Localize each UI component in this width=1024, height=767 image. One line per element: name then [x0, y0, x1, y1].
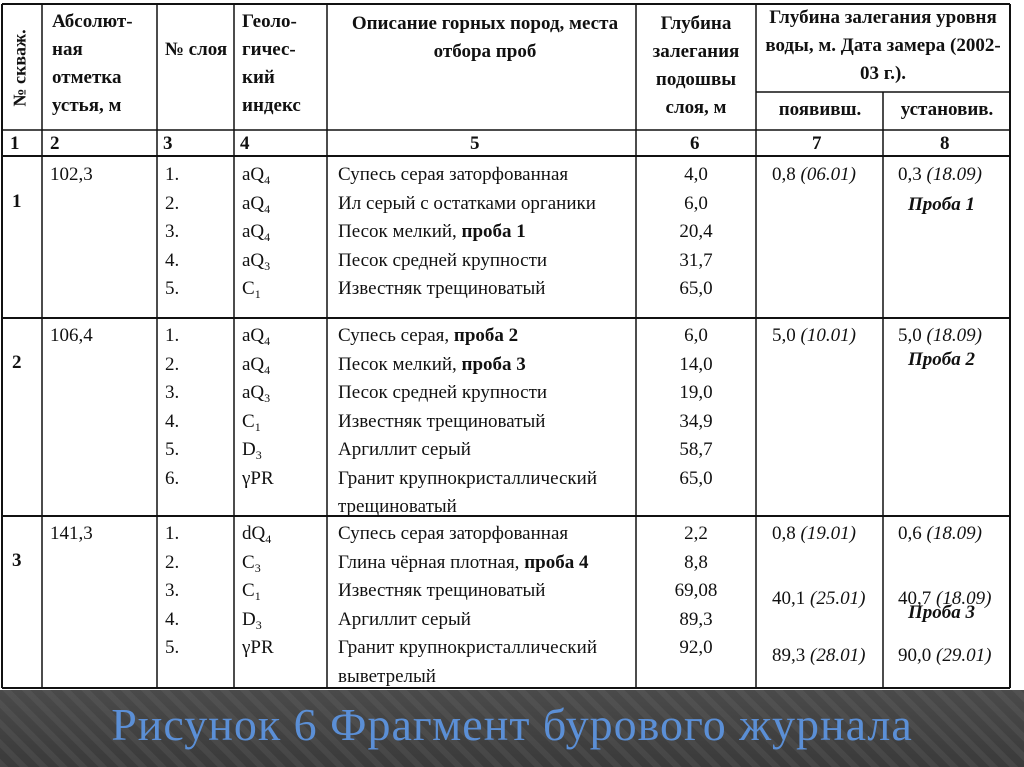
- description-text: Песок средней крупности: [338, 382, 548, 403]
- geo-index-subscript: 3: [254, 560, 261, 575]
- probe-label: Проба 2: [908, 349, 976, 370]
- geo-index: [242, 410, 261, 434]
- probe-label: Проба 3: [908, 602, 976, 623]
- geo-index-symbol: C: [242, 410, 255, 432]
- measure-date: (06.01): [800, 164, 856, 185]
- geo-index: [242, 439, 262, 462]
- water-value: 0,8: [772, 164, 801, 185]
- water-established: [898, 165, 982, 184]
- geo-index-subscript: 3: [264, 391, 271, 405]
- geo-index: [242, 325, 271, 348]
- header-layer-no: № слоя: [164, 39, 228, 60]
- depth-value: 65,0: [679, 278, 713, 299]
- rock-description: [338, 251, 547, 270]
- description-text: трещиноватый: [338, 496, 457, 517]
- header-appeared: появивш.: [778, 99, 862, 120]
- geo-index-subscript: 4: [264, 201, 271, 216]
- column-number: 3: [163, 133, 173, 154]
- geo-index: [242, 580, 261, 603]
- geo-index: [242, 192, 271, 216]
- water-value: 5,0: [898, 325, 927, 346]
- geo-index-symbol: C: [242, 580, 255, 601]
- depth-value: 69,08: [674, 580, 718, 601]
- layer-number: 5.: [165, 439, 180, 460]
- geo-index: [242, 551, 261, 575]
- water-value: 89,3: [772, 645, 810, 666]
- geo-index-symbol: aQ: [242, 164, 265, 185]
- depth-value: 58,7: [679, 439, 713, 460]
- layer-number: 4.: [165, 249, 180, 271]
- geo-index: [242, 164, 271, 187]
- well-number: 3: [12, 550, 22, 571]
- sample-label: проба 4: [524, 551, 589, 573]
- layer-number: 3.: [165, 221, 180, 242]
- measure-date: (29.01): [936, 645, 992, 666]
- water-established: [898, 524, 982, 543]
- description-text: Известняк трещиноватый: [338, 278, 546, 299]
- rock-description: [338, 638, 597, 657]
- depth-value: 92,0: [679, 637, 713, 658]
- layer-number: 3.: [165, 580, 180, 601]
- rock-description: [338, 581, 545, 600]
- geo-index: [242, 608, 262, 632]
- rock-description: [338, 355, 526, 374]
- abs-mark: 102,3: [50, 164, 93, 185]
- abs-mark: 141,3: [50, 523, 93, 544]
- layer-number: 4.: [165, 608, 180, 630]
- description-text: Аргиллит серый: [338, 439, 471, 460]
- rock-description: [338, 412, 545, 431]
- depth-value: 6,0: [684, 192, 708, 214]
- depth-value: 31,7: [679, 249, 713, 271]
- layer-number: 3.: [165, 382, 180, 403]
- geo-index-subscript: 1: [254, 589, 261, 603]
- depth-value: 65,0: [679, 467, 713, 489]
- water-appeared: [772, 326, 856, 345]
- water-appeared: [772, 524, 856, 543]
- geo-index-symbol: dQ: [242, 523, 266, 544]
- depth-value: 89,3: [679, 608, 713, 630]
- geo-index-symbol: aQ: [242, 192, 265, 214]
- sample-label: проба 3: [461, 353, 526, 375]
- rock-description: [338, 194, 596, 213]
- geo-index: [242, 523, 272, 546]
- measure-date: (18.09): [926, 523, 982, 544]
- measure-date: (18.09): [936, 588, 992, 609]
- water-established: [898, 326, 982, 345]
- column-number: 8: [940, 133, 950, 154]
- description-text: Супесь серая,: [338, 325, 454, 346]
- description-text: Песок средней крупности: [338, 249, 548, 271]
- water-value: 0,3: [898, 164, 927, 185]
- depth-value: 4,0: [684, 164, 708, 185]
- description-text: Ил серый с остатками органики: [338, 192, 596, 214]
- geo-index-symbol: aQ: [242, 382, 265, 403]
- water-appeared: [772, 165, 856, 184]
- geo-index: [242, 353, 271, 377]
- water-value: 40,1: [772, 588, 810, 609]
- rock-description: [338, 553, 588, 572]
- well-number: 1: [12, 191, 22, 212]
- geo-index: [242, 469, 274, 488]
- geo-index-symbol: aQ: [242, 221, 265, 242]
- geo-index: [242, 278, 261, 301]
- column-number: 5: [470, 133, 480, 154]
- column-number: 4: [240, 133, 250, 154]
- geo-index-symbol: aQ: [242, 249, 265, 271]
- layer-number: 1.: [165, 164, 180, 185]
- header-well-no: № скваж.: [9, 29, 30, 107]
- geo-index-symbol: aQ: [242, 325, 265, 346]
- geo-index-subscript: 3: [264, 258, 271, 273]
- rock-description: [338, 165, 568, 184]
- geo-index-subscript: 1: [254, 287, 261, 301]
- description-text: Супесь серая заторфованная: [338, 523, 569, 544]
- description-text: Известняк трещиноватый: [338, 580, 546, 601]
- geo-index-symbol: aQ: [242, 353, 265, 375]
- rock-description: [338, 610, 471, 629]
- figure-caption: Рисунок 6 Фрагмент бурового журнала: [111, 699, 913, 750]
- geo-index: [242, 249, 271, 273]
- geo-index: [242, 638, 274, 657]
- depth-value: 8,8: [684, 551, 708, 573]
- sample-label: проба 2: [453, 325, 519, 346]
- water-value: 90,0: [898, 645, 936, 666]
- depth-value: 20,4: [679, 221, 713, 242]
- geo-index-subscript: 4: [264, 230, 271, 244]
- water-established: [898, 646, 991, 665]
- column-number: 7: [812, 133, 822, 154]
- column-number: 2: [50, 133, 60, 154]
- description-text: Глина чёрная плотная,: [338, 551, 525, 573]
- layer-number: 4.: [165, 410, 180, 432]
- rock-description: [338, 383, 547, 402]
- geo-index-subscript: 3: [255, 448, 262, 462]
- rock-description: [338, 667, 436, 686]
- column-number: 1: [10, 133, 20, 154]
- description-text: Гранит крупнокристаллический: [338, 467, 597, 489]
- layer-number: 1.: [165, 325, 180, 346]
- rock-description: [338, 440, 471, 459]
- description-text: Аргиллит серый: [338, 608, 471, 630]
- water-appeared: [772, 646, 865, 665]
- caption-bar: [0, 690, 1024, 767]
- water-value: 40,7: [898, 588, 936, 609]
- geo-index-subscript: 3: [255, 617, 262, 632]
- header-water-depth: Глубина залегания уровня воды, м. Дата замера (2002-03 г.).: [765, 7, 1001, 84]
- measure-date: (28.01): [810, 645, 866, 666]
- water-value: 0,6: [898, 523, 927, 544]
- water-value: 0,8: [772, 523, 801, 544]
- rock-description: [338, 279, 545, 298]
- measure-date: (25.01): [810, 588, 866, 609]
- geo-index-subscript: 4: [264, 334, 271, 348]
- depth-value: 6,0: [684, 325, 708, 346]
- description-text: Известняк трещиноватый: [338, 410, 546, 432]
- measure-date: (18.09): [926, 325, 982, 346]
- description-text: Супесь серая заторфованная: [338, 164, 569, 185]
- geo-index-symbol: γPR: [242, 467, 274, 489]
- geo-index-symbol: C: [242, 551, 255, 573]
- depth-value: 34,9: [679, 410, 713, 432]
- rock-description: [338, 524, 568, 543]
- layer-number: 2.: [165, 192, 180, 214]
- geo-index-subscript: 4: [264, 173, 271, 187]
- water-appeared: [772, 589, 865, 608]
- geo-index: [242, 221, 271, 244]
- well-number: 2: [12, 352, 22, 373]
- measure-date: (10.01): [800, 325, 856, 346]
- probe-label: Проба 1: [908, 194, 976, 215]
- description-text: Гранит крупнокристаллический: [338, 637, 597, 658]
- abs-mark: 106,4: [50, 325, 93, 346]
- depth-value: 2,2: [684, 523, 708, 544]
- column-number: 6: [690, 133, 700, 154]
- depth-value: 14,0: [679, 353, 713, 375]
- header-abs-mark: Абсолют-ная отметка устья, м: [52, 11, 133, 116]
- layer-number: 6.: [165, 467, 180, 489]
- header-depth-bottom: Глубина залегания подошвы слоя, м: [652, 13, 740, 118]
- sample-label: проба 1: [461, 221, 526, 242]
- rock-description: [338, 222, 526, 241]
- geo-index-symbol: C: [242, 278, 255, 299]
- geo-index-symbol: γPR: [242, 637, 274, 658]
- layer-number: 5.: [165, 278, 180, 299]
- depth-value: 19,0: [679, 382, 713, 403]
- measure-date: (18.09): [926, 164, 982, 185]
- layer-number: 2.: [165, 353, 180, 375]
- geo-index-subscript: 4: [265, 532, 272, 546]
- rock-description: [338, 326, 518, 345]
- geo-index-symbol: D: [242, 439, 256, 460]
- header-geo-index: Геоло-гичес-кий индекс: [242, 11, 301, 116]
- geo-index-subscript: 4: [264, 362, 271, 377]
- header-established: установив.: [900, 99, 994, 120]
- geo-index: [242, 382, 271, 405]
- description-text: выветрелый: [338, 665, 436, 687]
- measure-date: (19.01): [800, 523, 856, 544]
- description-text: Песок мелкий,: [338, 353, 462, 375]
- geo-index-symbol: D: [242, 608, 256, 630]
- layer-number: 1.: [165, 523, 180, 544]
- header-description: Описание горных пород, места отбора проб: [351, 13, 619, 62]
- layer-number: 5.: [165, 637, 180, 658]
- rock-description: [338, 497, 457, 516]
- layer-number: 2.: [165, 551, 180, 573]
- water-value: 5,0: [772, 325, 801, 346]
- geo-index-subscript: 1: [254, 419, 261, 434]
- rock-description: [338, 469, 597, 488]
- description-text: Песок мелкий,: [338, 221, 462, 242]
